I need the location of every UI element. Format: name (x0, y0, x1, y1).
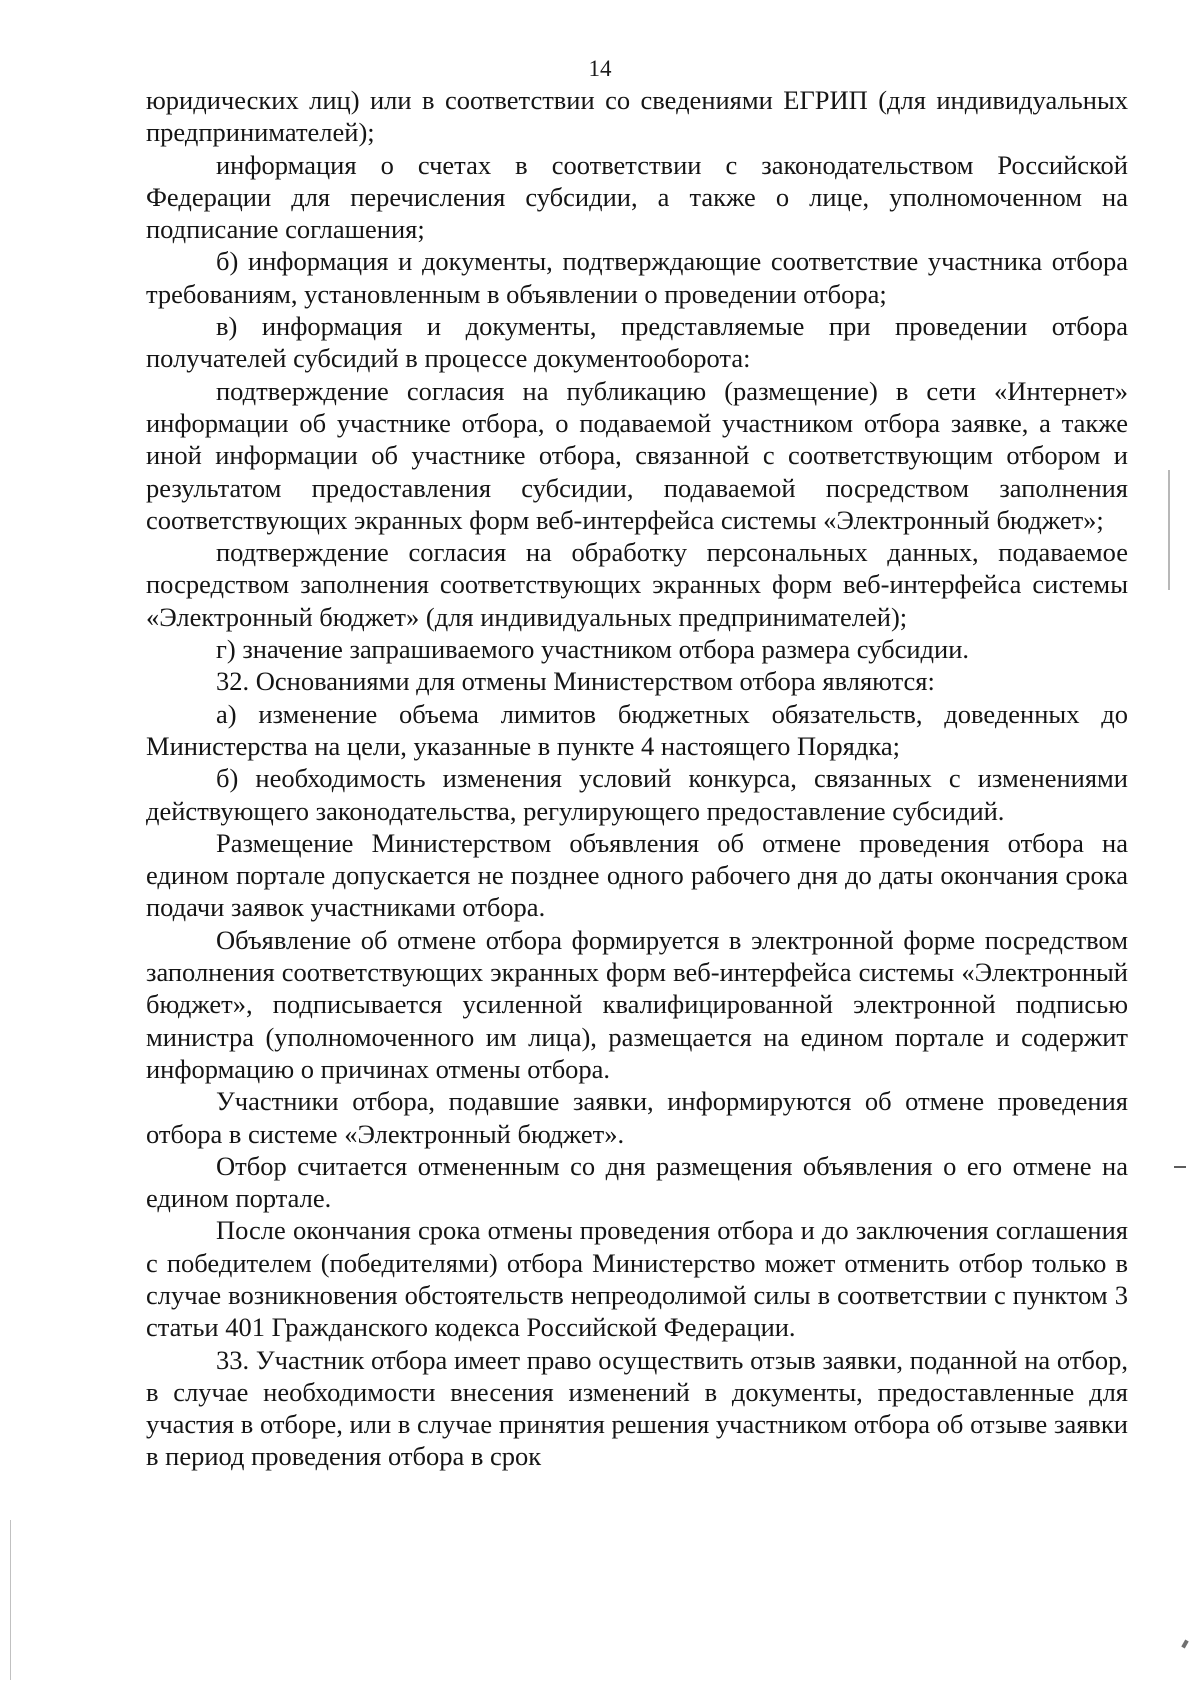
scan-mark-right-dash (1174, 1166, 1186, 1168)
paragraph-selection-cancelled: Отбор считается отмененным со дня размещения объявления о его отмене на едином портале. (146, 1150, 1128, 1214)
scan-mark-bottom-tick (1181, 1640, 1188, 1649)
paragraph-participants-informed: Участники отбора, подавшие заявки, информируются об отмене проведения отбора в системе «Электронный бюджет». (146, 1086, 1128, 1149)
scan-mark-right-edge (1168, 470, 1170, 590)
paragraph-publication-consent: подтверждение согласия на публикацию (размещение) в сети «Интернет» информации об участнике отбора, о подаваемой участником отбора заявке, а также иной информации об участнике отбора, связанной с соответствующим отбором и результатом предоставления субсидии, подаваемой посредством заполнения соответствующих экранных форм веб-интерфейса системы «Электронный бюджет»; (146, 375, 1128, 535)
page-number: 14 (588, 56, 612, 81)
paragraph-item-v: в) информация и документы, представляемые при проведении отбора получателей субсидий в процессе документооборота: (146, 311, 1128, 374)
paragraph-32-b: б) необходимость изменения условий конкурса, связанных с изменениями действующего законодательства, регулирующего предоставление субсидий. (146, 763, 1128, 826)
paragraph-cancellation-announcement: Объявление об отмене отбора формируется в электронной форме посредством заполнения соответствующих экранных форм веб-интерфейса системы «Электронный бюджет», подписывается усиленной квалифицированной электронной подписью министра (уполномоченного им лица), размещается на едином портале и содержит информацию о причинах отмены отбора. (146, 924, 1128, 1084)
scan-mark-left-edge (10, 1520, 11, 1680)
paragraph-continuation: юридических лиц) или в соответствии со сведениями ЕГРИП (для индивидуальных предпринимателей); (146, 85, 1128, 148)
paragraph-section-33: 33. Участник отбора имеет право осуществить отзыв заявки, поданной на отбор, в случае необходимости внесения изменений в документы, предоставленные для участия в отборе, или в случае принятия решения участником отбора об отзыве заявки в период проведения отбора в срок (146, 1344, 1128, 1472)
paragraph-cancellation-posting: Размещение Министерством объявления об отмене проведения отбора на едином портале допускается не позднее одного рабочего дня до даты окончания срока подачи заявок участниками отбора. (146, 827, 1128, 923)
paragraph-force-majeure: После окончания срока отмены проведения отбора и до заключения соглашения с победителем (победителями) отбора Министерство может отменить отбор только в случае возникновения обстоятельств непреодолимой силы в соответствии с пунктом 3 статьи 401 Гражданского кодекса Российской Федерации. (146, 1215, 1128, 1343)
paragraph-item-b: б) информация и документы, подтверждающие соответствие участника отбора требованиям, установленным в объявлении о проведении отбора; (146, 246, 1128, 309)
paragraph-section-32: 32. Основаниями для отмены Министерством отбора являются: (216, 666, 935, 697)
paragraph-32-a: а) изменение объема лимитов бюджетных обязательств, доведенных до Министерства на цели, указанные в пункте 4 настоящего Порядка; (146, 698, 1128, 761)
paragraph-personal-data-consent: подтверждение согласия на обработку персональных данных, подаваемое посредством заполнения соответствующих экранных форм веб-интерфейса системы «Электронный бюджет» (для индивидуальных предпринимателей); (146, 537, 1128, 632)
document-body (146, 84, 1128, 1473)
paragraph-item-g: г) значение запрашиваемого участником отбора размера субсидии. (216, 634, 970, 665)
paragraph-account-info: информация о счетах в соответствии с законодательством Российской Федерации для перечисления субсидии, а также о лице, уполномоченном на подписание соглашения; (146, 149, 1128, 245)
